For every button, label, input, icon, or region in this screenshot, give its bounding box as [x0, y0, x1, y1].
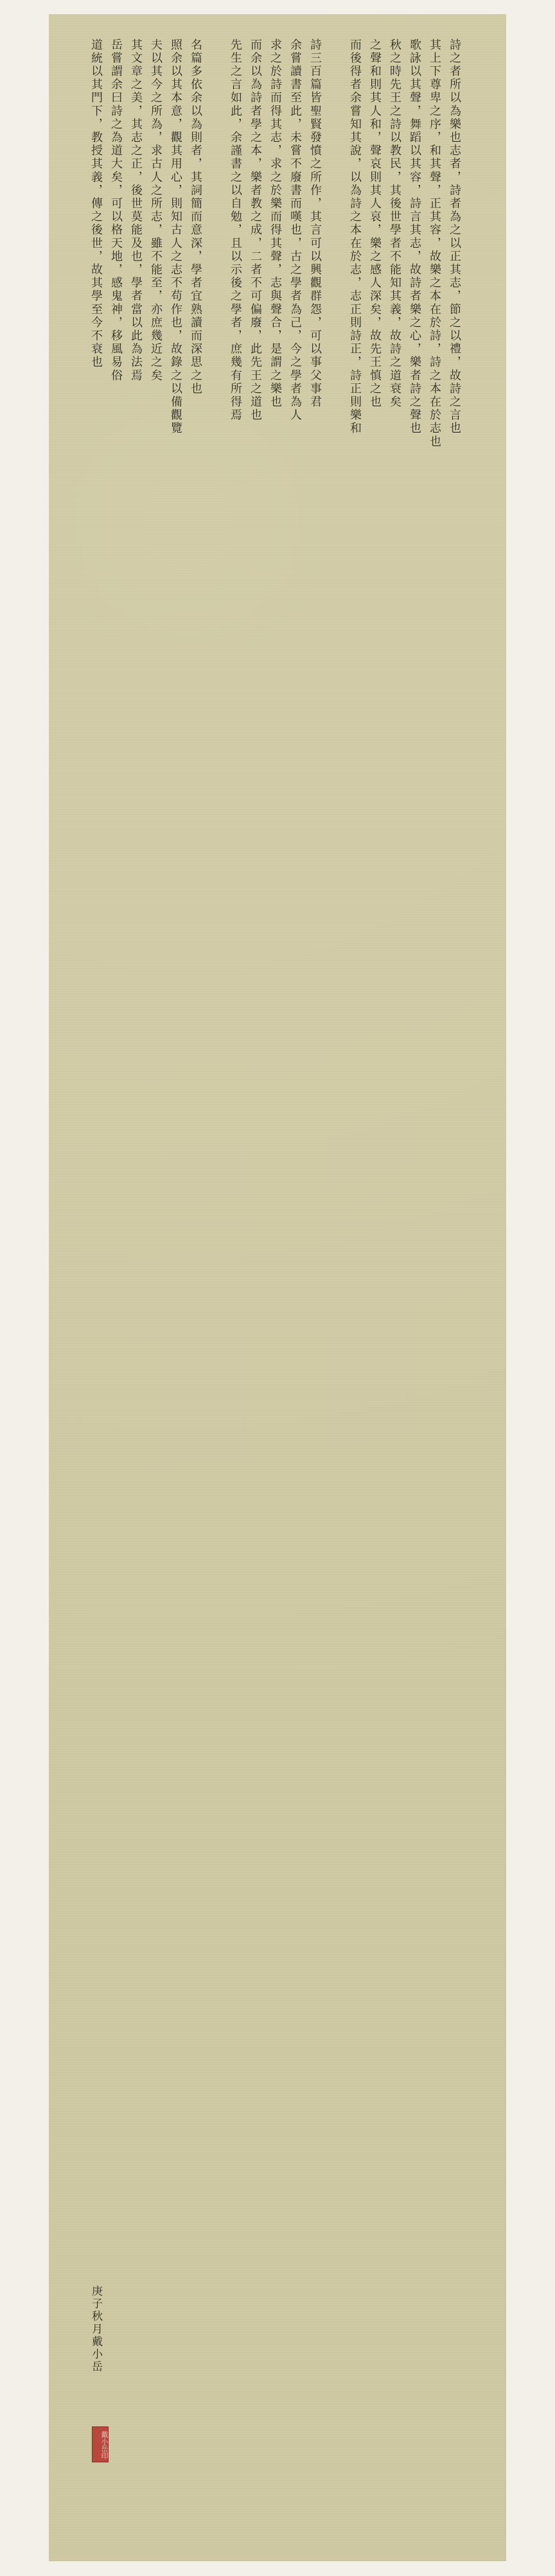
inscription-column-18: 夫以其今之所為，求古人之所志，雖不能至，亦庶幾近之矣: [149, 39, 163, 383]
artist-signature: 庚子秋月戴小岳: [89, 2285, 102, 2374]
inscription-column-17: 照余以其本意，觀其用心，則知古人之志不苟作也，故錄之以備觀覽: [169, 39, 182, 435]
inscription-column-11: 求之於詩而得其志，求之於樂而得其聲，志與聲合，是謂之樂也: [269, 39, 282, 409]
artist-seal: 戴小岳印: [92, 2426, 109, 2462]
inscription-column-10: 余嘗讀書至此，未嘗不廢書而嘆也，古之學者為己，今之學者為人: [288, 39, 302, 422]
inscription-column-6: 而後得者余嘗知其說，以為詩之本在於志，志正則詩正，詩正則樂和: [348, 39, 362, 435]
inscription-column-19: 其文章之美，其志之正，後世莫能及也，學者當以此為法焉: [129, 39, 143, 383]
inscription-column-3: 歌詠以其聲，舞蹈以其容，詩言其志，故詩者樂之心，樂者詩之聲也: [408, 39, 421, 435]
inscription-column-4: 秋之時先王之詩以教民，其後世學者不能知其義，故詩之道衰矣: [388, 39, 401, 409]
inscription-column-21: 道統以其門下，教授其義，傳之後世，故其學至今不衰也: [89, 39, 103, 369]
inscription-column-9: 詩三百篇皆聖賢發憤之所作，其言可以興觀群怨，可以事父事君: [308, 39, 322, 409]
inscription-column-5: 之聲和則其人和，聲哀則其人哀，樂之感人深矣，故先王慎之也: [368, 39, 382, 409]
inscription-column-16: 名篇多依余以為則者，其詞簡而意深，學者宜熟讀而深思之也: [189, 39, 202, 396]
inscription-column-2: 其上下尊卑之序，和其聲，正其容，故樂之本在於詩，詩之本在於志也: [428, 39, 441, 449]
inscription-column-20: 岳嘗謂余曰詩之為道大矣，可以格天地，感鬼神，移風易俗: [109, 39, 123, 383]
inscription-column-1: 詩之者所以為樂也志者，詩者為之以正其志，節之以禮，故詩之言也: [448, 39, 461, 435]
inscription-column-13: 先生之言如此，余謹書之以自勉，且以示後之學者，庶幾有所得焉: [229, 39, 242, 422]
inscription-column-12: 而余以為詩者學之本，樂者教之成，二者不可偏廢，此先王之道也: [249, 39, 262, 422]
